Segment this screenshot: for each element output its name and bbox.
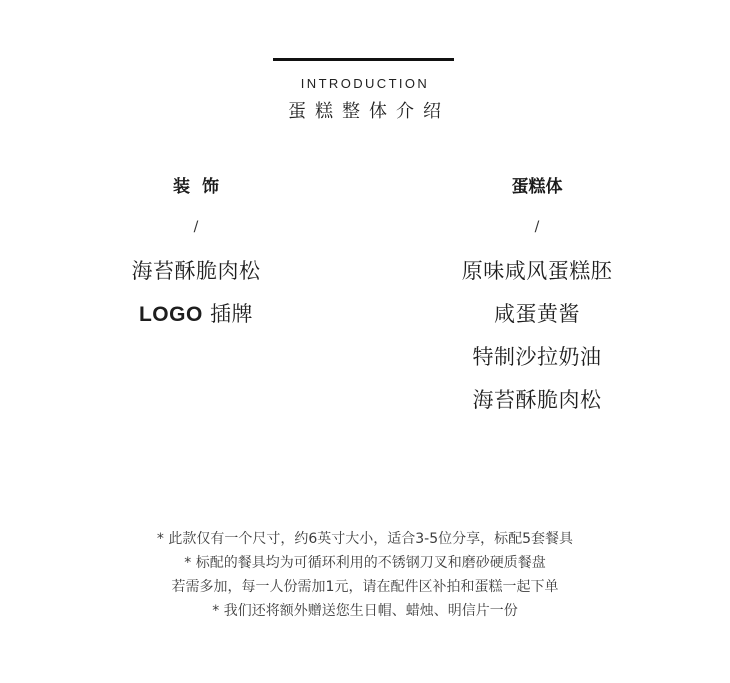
cake-body-column [387,174,687,422]
decoration-divider: / [193,219,199,235]
decoration-column [46,174,346,336]
decoration-list [46,250,346,336]
cake-body-list [387,250,687,422]
cake-body-item: 特制沙拉奶油 [472,345,602,369]
section-title-en: INTRODUCTION [300,76,430,91]
cake-body-divider: / [534,219,540,235]
note-line: * 标配的餐具均为可循环利用的不锈钢刀叉和磨砂硬质餐盘 [184,555,546,571]
cake-body-item: 海苔酥脆肉松 [472,388,602,412]
note-line: * 我们还将额外赠送您生日帽、蜡烛、明信片一份 [212,603,518,619]
section-title-cn: 蛋糕整体介绍 [288,101,450,122]
decoration-item [46,250,346,293]
decoration-heading: 装饰 [173,177,231,197]
note-line: 若需多加，每一人份需加1元，请在配件区补拍和蛋糕一起下单 [171,579,559,595]
cake-body-heading: 蛋糕体 [511,177,563,197]
logo-word: LOGO [138,303,203,326]
decoration-item-text: 海苔酥脆肉松 [131,259,261,283]
cake-body-item: 咸蛋黄酱 [494,302,580,326]
note-line: * 此款仅有一个尺寸，约6英寸大小，适合3-5位分享，标配5套餐具 [156,531,574,547]
notes-block [0,527,730,623]
decoration-item [46,293,346,336]
top-divider-rule [273,58,454,61]
decoration-item-text: 插牌 [202,302,254,326]
cake-body-item: 原味咸风蛋糕胚 [461,259,613,283]
